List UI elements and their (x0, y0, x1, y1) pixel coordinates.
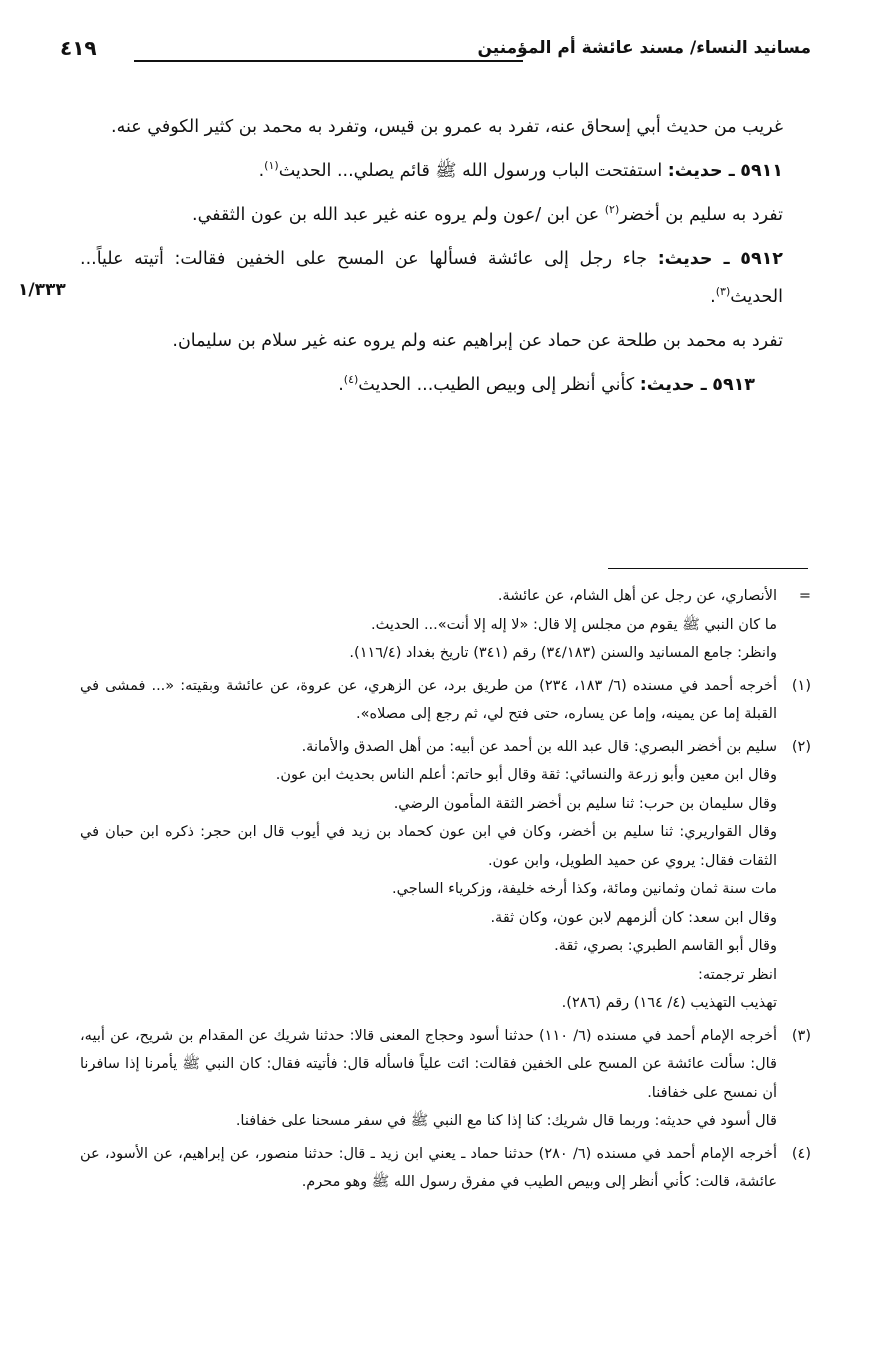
header-rule (134, 60, 523, 62)
footnote-label: (٣) (791, 1027, 811, 1044)
footnote-line: وقال القواريري: ثنا سليم بن أخضر، وكان في ابن عون كحماد بن زيد في أيوب قال ابن حجر: ذكره ابن حبان في الثقات فقال: يروي عن حميد الطويل، وابن عون. (80, 824, 777, 869)
footnote-line: تهذيب التهذيب (٤/ ١٦٤) رقم (٢٨٦). (561, 995, 777, 1011)
paragraph-gharib: غريب من حديث أبي إسحاق عنه، تفرد به عمرو بن قيس، وتفرد به محمد بن كثير الكوفي عنه. (111, 117, 783, 137)
footnote-line: الأنصاري، عن رجل عن أهل الشام، عن عائشة. (497, 588, 777, 604)
footnote-2 (80, 733, 811, 1018)
paragraph-tafarrud-2: تفرد به محمد بن طلحة عن حماد عن إبراهيم عنه ولم يروه عنه غير سلام بن سليمان. (172, 331, 783, 351)
footnote-ref[interactable]: (٢) (604, 203, 620, 217)
footnote-line: أخرجه أحمد في مسنده (٦/ ١٨٣، ٢٣٤) من طريق برد، عن الزهري، عن عروة، عن عائشة وبقيته: «... فمشى في القبلة إما عن يمينه، وإما عن يساره، حتى فتح لي، ثم رجع إلى مصلاه». (80, 677, 778, 722)
entry-keyword: ـ حديث: (639, 375, 707, 395)
footnote-ref[interactable]: (١) (264, 159, 279, 173)
page-number: ٤١٩ (60, 36, 97, 60)
entry-keyword: ـ حديث: (657, 249, 730, 269)
footnote-4 (80, 1140, 811, 1197)
entry-end: . (338, 375, 344, 395)
entry-text: جاء رجل إلى عائشة فسألها عن المسح على الخفين فقالت: أتيته علياً... الحديث (80, 249, 783, 307)
footnote-line: قال أسود في حديثه: وربما قال شريك: كنا إذا كنا مع النبي ﷺ في سفر مسحنا على خفافنا. (235, 1113, 777, 1129)
main-text (80, 108, 811, 410)
footnote-line: وقال ابن سعد: كان ألزمهم لابن عون، وكان ثقة. (490, 909, 777, 926)
entry-number: ٥٩١٢ (740, 249, 783, 269)
footnote-line: انظر ترجمته: (698, 966, 777, 983)
footnote-label: (٤) (791, 1145, 811, 1162)
footnote-line: مات سنة ثمان وثمانين ومائة، وكذا أرخه خليفة، وزكرياء الساجي. (392, 881, 777, 897)
footnote-label: (٢) (791, 738, 811, 755)
entry-5913 (80, 366, 811, 404)
footnote-label: (١) (791, 677, 811, 694)
footnote-line: أخرجه الإمام أحمد في مسنده (٦/ ٢٨٠) حدثنا حماد ـ يعني ابن زيد ـ قال: حدثنا منصور، عن إبراهيم، عن الأسود، عن عائشة، قالت: كأني أنظر إلى وبيص الطيب في مفرق رسول الله ﷺ وهو محرم. (80, 1145, 778, 1190)
entry-keyword: ـ حديث: (667, 161, 735, 181)
running-title: مسانيد النساء/ مسند عائشة أم المؤمنين (477, 38, 811, 58)
entry-number: ٥٩١٣ (712, 375, 755, 395)
paragraph-tafarrud-1 (80, 196, 811, 234)
entry-5911 (80, 152, 811, 190)
paragraph-text: تفرد به سليم بن أخضر (619, 205, 783, 225)
footnote-label: = (798, 588, 811, 604)
footnote-line: وقال أبو القاسم الطبري: بصري، ثقة. (554, 938, 777, 954)
running-header (60, 38, 811, 72)
margin-manuscript-ref: ١/٣٣٣ (18, 280, 66, 300)
entry-text: استفتحت الباب ورسول الله ﷺ قائم يصلي... الحديث (278, 161, 663, 181)
footnote-line: ما كان النبي ﷺ يقوم من مجلس إلا قال: «لا إله إلا أنت»... الحديث. (371, 616, 777, 633)
footnote-line: أخرجه الإمام أحمد في مسنده (٦/ ١١٠) حدثنا أسود وحجاج المعنى قالا: حدثنا شريك عن المقدام بن شريح، عن أبيه، قال: سألت عائشة عن المسح على الخفين فقالت: ائت علياً فاسأله قال: فأتيته فقال: كان النبي ﷺ يأمرنا إذا سافرنا أن نمسح على خفافنا. (80, 1027, 777, 1101)
footnote-line: وانظر: جامع المسانيد والسنن (٣٤/١٨٣) رقم (٣٤١) تاريخ بغداد (١١٦/٤). (349, 645, 777, 661)
footnote-1 (80, 672, 811, 729)
entry-5912 (80, 240, 811, 316)
footnote-separator (608, 568, 808, 569)
footnote-line: وقال ابن معين وأبو زرعة والنسائي: ثقة وقال أبو حاتم: أعلم الناس بحديث ابن عون. (275, 767, 777, 783)
footnote-continuation (80, 582, 811, 668)
footnote-line: وقال سليمان بن حرب: ثنا سليم بن أخضر الثقة المأمون الرضي. (393, 795, 777, 812)
entry-end: . (258, 161, 265, 181)
footnote-ref[interactable]: (٣) (715, 285, 731, 299)
entry-number: ٥٩١١ (740, 161, 783, 181)
footnote-3 (80, 1022, 811, 1136)
paragraph-text: عن ابن /عون ولم يروه عنه غير عبد الله بن عون الثقفي. (192, 205, 600, 225)
footnote-ref[interactable]: (٤) (343, 373, 359, 387)
footnotes (80, 582, 811, 1201)
footnote-line: سليم بن أخضر البصري: قال عبد الله بن أحمد عن أبيه: من أهل الصدق والأمانة. (301, 738, 777, 755)
entry-text: كأني أنظر إلى وبيص الطيب... الحديث (358, 375, 635, 395)
entry-end: . (710, 287, 716, 307)
